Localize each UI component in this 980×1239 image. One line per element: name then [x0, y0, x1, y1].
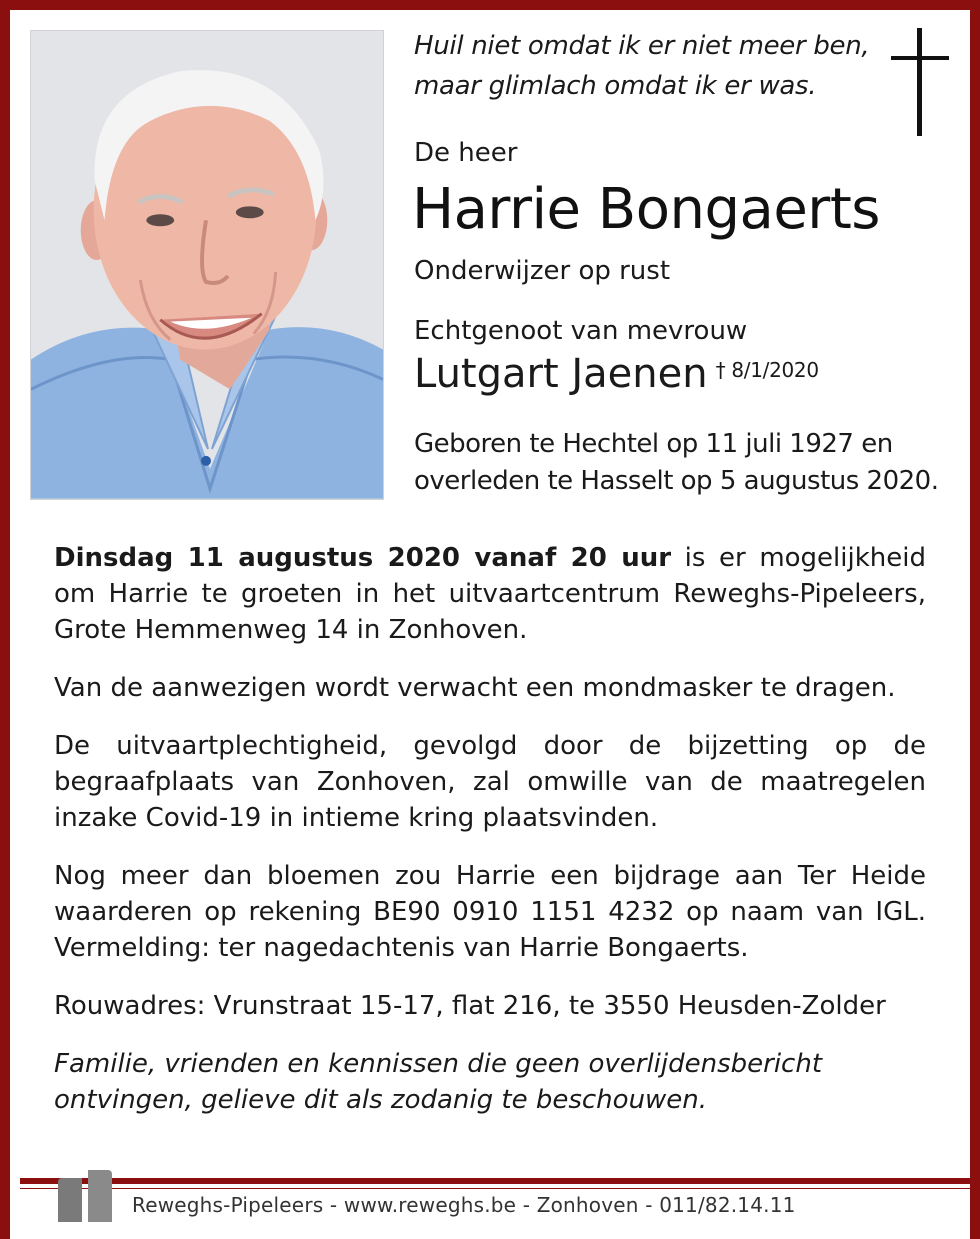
funeral-home-logo	[58, 1170, 114, 1222]
quote-line-2: maar glimlach omdat ik er was.	[414, 71, 817, 101]
deceased-occupation: Onderwijzer op rust	[414, 256, 671, 286]
portrait-illustration	[31, 31, 383, 499]
spouse-intro: Echtgenoot van mevrouw	[414, 316, 748, 346]
honorific: De heer	[414, 138, 518, 168]
announcement-body	[54, 540, 926, 1118]
closing-note: Familie, vrienden en kennissen die geen overlijdensbericht ontvingen, gelieve dit als zodanig te beschouwen.	[54, 1049, 823, 1115]
birth-death-info	[414, 426, 954, 500]
spouse-line	[414, 346, 819, 402]
spouse-name: Lutgart Jaenen	[414, 351, 708, 397]
ceremony-paragraph: De uitvaartplechtigheid, gevolgd door de bijzetting op de begraafplaats van Zonhoven, zal omwille van de maatregelen inzake Covid-19 in intieme kring plaatsvinden.	[54, 731, 926, 833]
footer-contact: Reweghs-Pipeleers - www.reweghs.be - Zonhoven - 011/82.14.11	[132, 1193, 796, 1217]
death-line: overleden te Hasselt op 5 augustus 2020.	[414, 466, 939, 496]
donation-paragraph: Nog meer dan bloemen zou Harrie een bijdrage aan Ter Heide waarderen op rekening BE90 0910 1151 4232 op naam van IGL. Vermelding: ter nagedachtenis van Harrie Bongaerts.	[54, 861, 926, 963]
footer-divider-thin	[20, 1188, 970, 1189]
visitation-datetime: Dinsdag 11 augustus 2020 vanaf 20 uur	[54, 543, 672, 573]
mask-paragraph: Van de aanwezigen wordt verwacht een mondmasker te dragen.	[54, 673, 896, 703]
portrait-photo	[30, 30, 384, 500]
quote-line-1: Huil niet omdat ik er niet meer ben,	[414, 31, 870, 61]
memorial-quote	[414, 26, 884, 106]
deceased-name: Harrie Bongaerts	[412, 177, 880, 242]
spouse-death-date: † 8/1/2020	[715, 358, 819, 382]
visitation-details: is er mogelijkheid om Harrie te groeten in het uitvaartcentrum Reweghs-Pipeleers, Grote Hemmenweg 14 in Zonhoven.	[54, 543, 926, 645]
birth-line: Geboren te Hechtel op 11 juli 1927 en	[414, 429, 893, 459]
mourning-address: Rouwadres: Vrunstraat 15-17, flat 216, te 3550 Heusden-Zolder	[54, 991, 886, 1021]
footer-divider	[20, 1178, 970, 1184]
latin-cross-icon	[891, 28, 951, 136]
visitation-paragraph	[54, 540, 926, 648]
